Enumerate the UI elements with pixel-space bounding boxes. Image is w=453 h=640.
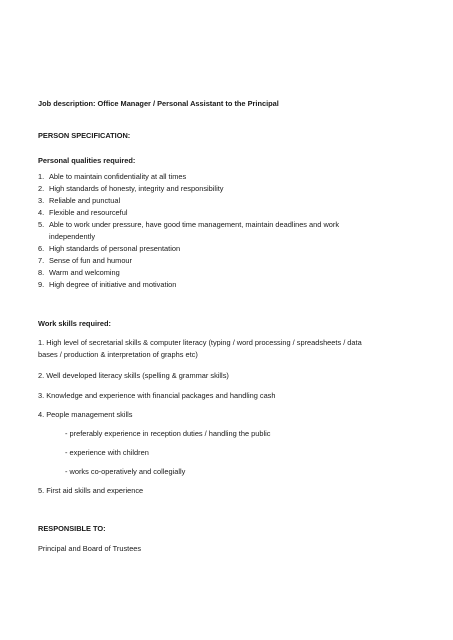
list-item: 5. Able to work under pressure, have good time management, maintain deadlines and work (38, 220, 340, 229)
work-skill-4: 4. People management skills (38, 410, 133, 419)
work-skill-1-continuation: bases / production & interpretation of graphs etc) (38, 350, 198, 359)
list-item-continuation: independently (49, 232, 96, 241)
list-item: 1. Able to maintain confidentiality at all times (38, 172, 187, 181)
list-item: 3. Reliable and punctual (38, 196, 121, 205)
person-spec-heading: PERSON SPECIFICATION: (38, 131, 131, 140)
personal-qualities-heading: Personal qualities required: (38, 156, 136, 165)
work-skill-4-sub-item: - experience with children (65, 448, 149, 457)
work-skills-heading: Work skills required: (38, 319, 111, 328)
work-skill-4-sub-item: - works co-operatively and collegially (65, 467, 186, 476)
work-skill-1: 1. High level of secretarial skills & computer literacy (typing / word processing / spreadsheets / data (38, 338, 362, 347)
list-item: 9. High degree of initiative and motivation (38, 280, 177, 289)
list-item: 6. High standards of personal presentation (38, 244, 181, 253)
list-item: 2. High standards of honesty, integrity and responsibility (38, 184, 224, 193)
list-item: 4. Flexible and resourceful (38, 208, 128, 217)
responsible-heading: RESPONSIBLE TO: (38, 524, 106, 533)
work-skill-5: 5. First aid skills and experience (38, 486, 144, 495)
work-skill-2: 2. Well developed literacy skills (spelling & grammar skills) (38, 371, 229, 380)
work-skill-4-sub-item: - preferably experience in reception duties / handling the public (65, 429, 271, 438)
list-item: 8. Warm and welcoming (38, 268, 120, 277)
list-item: 7. Sense of fun and humour (38, 256, 132, 265)
responsible-text: Principal and Board of Trustees (38, 544, 142, 553)
job-title: Job description: Office Manager / Personal Assistant to the Principal (38, 99, 279, 108)
work-skill-3: 3. Knowledge and experience with financial packages and handling cash (38, 391, 276, 400)
